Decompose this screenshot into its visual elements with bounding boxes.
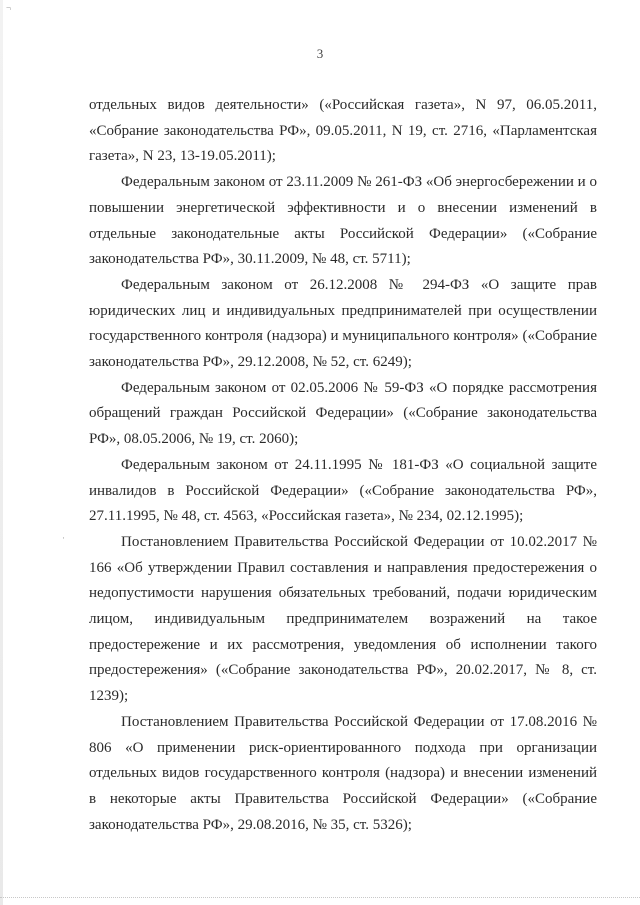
margin-mark-middle: · — [62, 533, 65, 543]
paragraph: Постановлением Правительства Российской Федерации от 17.08.2016 № 806 «О применении риск-ориентированного подхода при организации отдельных видов государственного контроля (надзора) и внесении изменений в некоторые акты Правительства Российской Федерации» («Собрание законодательства РФ», 29.08.2016, № 35, ст. 5326); — [89, 713, 597, 833]
paragraph: Федеральным законом от 26.12.2008 № 294-ФЗ «О защите прав юридических лиц и индивидуальных предпринимателей при осуществлении государственного контроля (надзора) и муниципального контроля» («Собрание законодательства РФ», 29.12.2008, № 52, ст. 6249); — [89, 276, 597, 371]
scan-edge — [0, 0, 3, 905]
document-body — [89, 93, 597, 838]
paragraph: Федеральным законом от 24.11.1995 № 181-ФЗ «О социальной защите инвалидов в Российской Федерации» («Собрание законодательства РФ», 27.11.1995, № 48, ст. 4563, «Российская газета», № 234, 02.12.1995); — [89, 456, 597, 525]
scan-bottom-edge — [0, 897, 640, 899]
paragraph: Федеральным законом от 23.11.2009 № 261-ФЗ «Об энергосбережении и о повышении энергетической эффективности и о внесении изменений в отдельные законодательные акты Российской Федерации» («Собрание законодательства РФ», 30.11.2009, № 48, ст. 5711); — [89, 174, 597, 268]
paragraph: отдельных видов деятельности» («Российская газета», N 97, 06.05.2011, «Собрание законодательства РФ», 09.05.2011, N 19, ст. 2716, «Парламентская газета», N 23, 13-19.05.2011); — [89, 97, 597, 165]
page-number: 3 — [316, 46, 324, 61]
paragraph: Постановлением Правительства Российской Федерации от 10.02.2017 № 166 «Об утверждении Правил составления и направления предостережения о недопустимости нарушения обязательных требований, подачи юридическим лицом, индивидуальным предпринимателем возражений на такое предостережение и их рассмотрения, уведомления об исполнении такого предостережения» («Собрание законодательства РФ», 20.02.2017, № 8, ст. 1239); — [89, 533, 597, 705]
paragraph: Федеральным законом от 02.05.2006 № 59-ФЗ «О порядке рассмотрения обращений граждан Российской Федерации» («Собрание законодательства РФ», 08.05.2006, № 19, ст. 2060); — [89, 379, 597, 448]
margin-mark-top: ¬ — [6, 3, 12, 13]
